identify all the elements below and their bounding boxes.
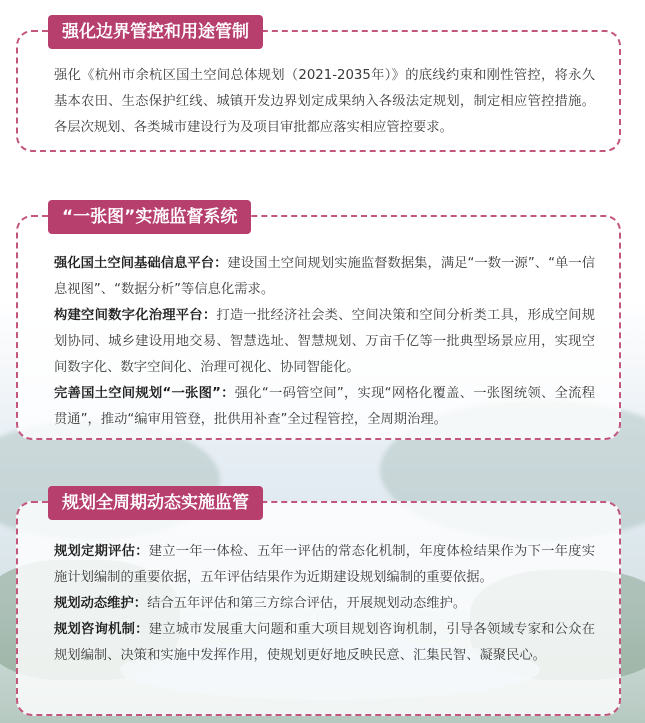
paragraph (54, 591, 595, 617)
paragraph-heading: 完善国土空间规划“一张图”： (54, 386, 235, 401)
paragraph (54, 539, 595, 591)
paragraph-heading: 规划动态维护： (54, 596, 148, 611)
paragraph-text: 强化“一码管空间”，实现“网格化覆盖、一张图统领、全流程贯通”，推动“编审用管登，批供用补查”全过程管控，全周期治理。 (54, 386, 595, 427)
paragraph (54, 63, 595, 141)
paragraph-text: 打造一批经济社会类、空间决策和空间分析类工具，形成空间规划协同、城乡建设用地交易、智慧选址、智慧规划、万亩千亿等一批典型场景应用，实现空间数字化、数字空间化、治理可视化、协同智能化。 (54, 308, 596, 375)
paragraph-text: 结合五年评估和第三方综合评估，开展规划动态维护。 (147, 596, 467, 611)
paragraph-heading: 强化国土空间基础信息平台： (54, 256, 228, 271)
paragraph-text: 建立一年一体检、五年一评估的常态化机制，年度体检结果作为下一年度实施计划编制的重要依据，五年评估结果作为近期建设规划编制的重要依据。 (54, 544, 596, 585)
paragraph (54, 381, 595, 433)
section-one-map-system (16, 207, 621, 440)
section-title: 规划全周期动态实施监管 (48, 486, 263, 520)
section-body (18, 217, 619, 433)
paragraph (54, 251, 595, 303)
paragraph-text: 建立城市发展重大问题和重大项目规划咨询机制，引导各领域专家和公众在规划编制、决策和实施中发挥作用，使规划更好地反映民意、汇集民智、凝聚民心。 (54, 622, 596, 663)
paragraph (54, 617, 595, 669)
section-body (18, 503, 619, 669)
section-title: “一张图”实施监督系统 (48, 200, 251, 234)
section-boundary-control (16, 22, 621, 152)
paragraph-heading: 规划定期评估： (54, 544, 149, 559)
paragraph-heading: 规划咨询机制： (54, 622, 149, 637)
section-title: 强化边界管控和用途管制 (48, 15, 263, 49)
section-lifecycle-supervision (16, 493, 621, 716)
paragraph-text: 强化《杭州市余杭区国土空间总体规划（2021-2035年）》的底线约束和刚性管控，将永久基本农田、生态保护红线、城镇开发边界划定成果纳入各级法定规划，制定相应管控措施。各层次规划、各类城市建设行为及项目审批都应落实相应管控要求。 (54, 68, 595, 135)
paragraph-text: 建设国土空间规划实施监督数据集，满足“一数一源”、“单一信息视图”、“数据分析”等信息化需求。 (54, 256, 596, 297)
paragraph-heading: 构建空间数字化治理平台： (54, 308, 217, 323)
paragraph (54, 303, 595, 381)
